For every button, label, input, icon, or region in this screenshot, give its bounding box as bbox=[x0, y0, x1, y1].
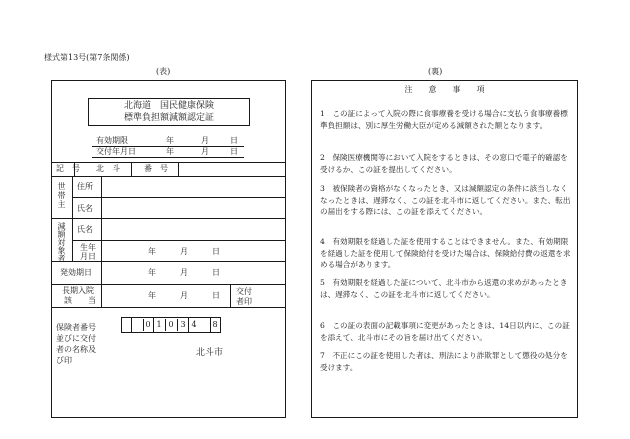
birth-day: 日 bbox=[212, 247, 220, 256]
note-item bbox=[320, 277, 573, 300]
insurer-digit: 0 bbox=[168, 320, 174, 329]
effective-month: 月 bbox=[180, 268, 188, 277]
note-text: この証によって入院の際に食事療養を受ける場合に支払う食事療養標準負担額は、別に厚生労働大臣が定める減額された額となります。 bbox=[320, 109, 568, 130]
validity-month: 月 bbox=[201, 136, 209, 145]
note-number: 1 bbox=[320, 109, 325, 118]
household-head-label: 世帯主 bbox=[57, 182, 66, 209]
issue-date-label: 交付年月日 bbox=[96, 147, 136, 156]
note-item bbox=[320, 350, 573, 373]
insurer-digit: 1 bbox=[156, 320, 162, 329]
note-item bbox=[320, 183, 573, 218]
note-text: 保険医療機関等において入院をするときは、その窓口で電子的確認を受けるか、この証を提出してください。 bbox=[320, 153, 568, 174]
insurer-label: 保険者番号並びに交付者の名称及び印 bbox=[56, 323, 96, 365]
note-item bbox=[320, 108, 573, 131]
insurer-digit bbox=[121, 318, 131, 332]
validity-year: 年 bbox=[166, 136, 174, 145]
certificate-title-line1: 北海道 国民健康保険 bbox=[123, 101, 214, 111]
insurer-digit: 3 bbox=[180, 320, 186, 329]
validity-day: 日 bbox=[230, 136, 238, 145]
note-number: 5 bbox=[320, 278, 325, 287]
back-side-label: (裏) bbox=[428, 67, 443, 76]
insurer-name: 北斗市 bbox=[196, 348, 224, 358]
address-label: 住所 bbox=[77, 182, 93, 191]
notes-title: 注 意 事 項 bbox=[404, 85, 485, 94]
number-label: 番 号 bbox=[144, 164, 168, 173]
note-item bbox=[320, 152, 573, 175]
note-item bbox=[320, 236, 573, 271]
head-name-label: 氏名 bbox=[77, 204, 93, 213]
note-text: 被保険者の資格がなくなったとき、又は減額認定の条件に該当しなくなったときは、遅滞なく、この証を北斗市に返してください。また、転出の届出をする際には、この証を添えてください。 bbox=[320, 184, 571, 217]
birth-month: 月 bbox=[180, 247, 188, 256]
issuer-seal-label: 交付者印 bbox=[236, 287, 252, 306]
issue-year: 年 bbox=[166, 147, 174, 156]
issue-day: 日 bbox=[230, 147, 238, 156]
symbol-label: 記 号 bbox=[56, 164, 80, 173]
note-text: 有効期限を経過した証について、北斗市から返還の求めがあったときは、遅滞なく、この証を北斗市に返してください。 bbox=[320, 278, 568, 299]
front-side-label: (表) bbox=[156, 67, 171, 76]
birth-year: 年 bbox=[148, 247, 156, 256]
certificate-title-line2: 標準負担額減額認定証 bbox=[123, 113, 214, 123]
note-text: 不正にこの証を使用した者は、刑法により詐欺罪として懲役の処分を受けます。 bbox=[320, 351, 568, 372]
long-term-label-line2: 該 当 bbox=[64, 296, 96, 305]
subject-name-label: 氏名 bbox=[77, 225, 93, 234]
subject-label: 減額対象者 bbox=[57, 222, 66, 262]
insurer-digit: 0 bbox=[145, 320, 151, 329]
form-number: 様式第13号(第7条関係) bbox=[44, 53, 130, 62]
insurer-digit: 4 bbox=[191, 320, 197, 329]
long-term-label-line1: 長期入院 bbox=[62, 286, 94, 295]
note-number: 2 bbox=[320, 153, 325, 162]
effective-day: 日 bbox=[212, 268, 220, 277]
insurer-digit: 8 bbox=[212, 320, 218, 329]
note-number: 3 bbox=[320, 184, 325, 193]
birth-date-label: 生年月日 bbox=[80, 243, 96, 261]
validity-label: 有効期限 bbox=[96, 136, 128, 145]
effective-year: 年 bbox=[148, 268, 156, 277]
long-term-day: 日 bbox=[212, 291, 220, 300]
note-text: 有効期限を経過した証を使用することはできません。また、有効期限を経過した証を使用して保険給付を受けた場合は、保険給付費の返還を求める場合があります。 bbox=[320, 237, 571, 270]
note-number: 4 bbox=[320, 237, 325, 246]
note-number: 7 bbox=[320, 351, 325, 360]
issue-month: 月 bbox=[201, 147, 209, 156]
long-term-month: 月 bbox=[180, 291, 188, 300]
effective-date-label: 発効期日 bbox=[60, 268, 92, 277]
note-item bbox=[320, 320, 573, 343]
note-text: この証の表面の記載事項に変更があったときは、14日以内に、この証を添えて、北斗市にその旨を届け出てください。 bbox=[320, 321, 570, 342]
note-number: 6 bbox=[320, 321, 325, 330]
symbol-value: 北 斗 bbox=[96, 164, 120, 173]
long-term-year: 年 bbox=[148, 291, 156, 300]
